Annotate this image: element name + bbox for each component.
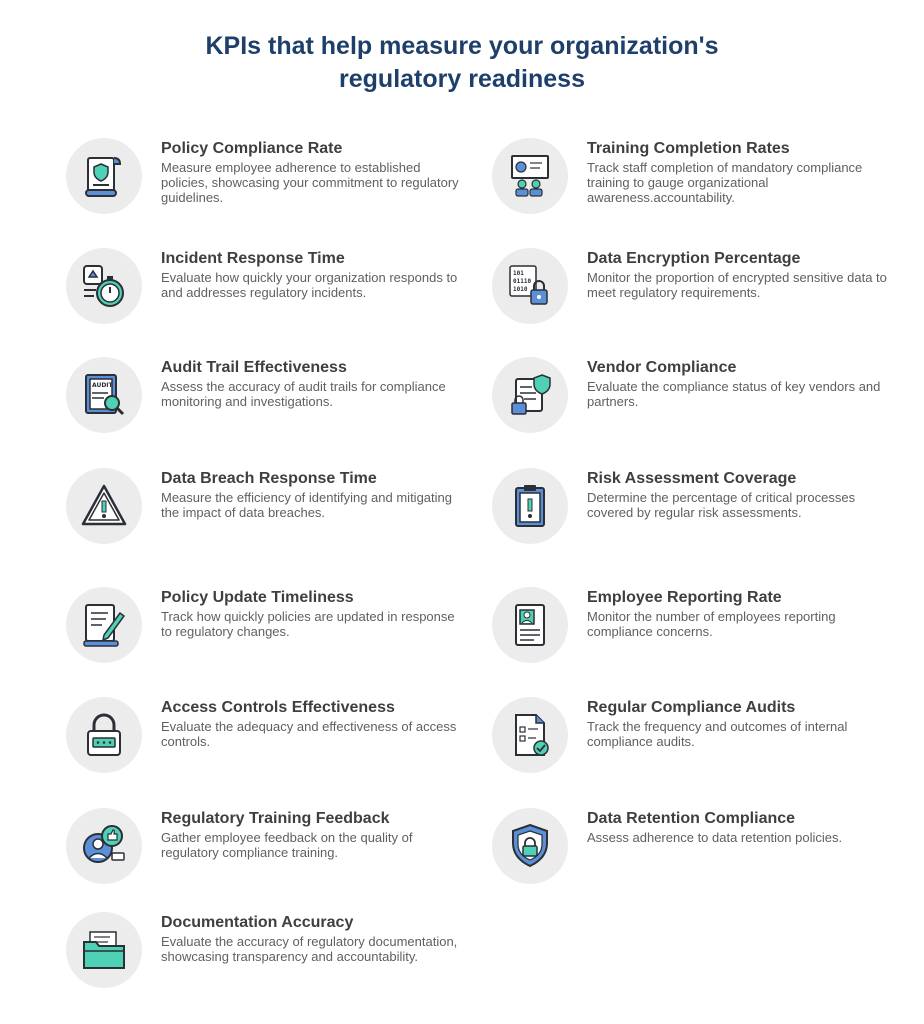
kpi-description: Determine the percentage of critical processes covered by regular risk assessments. — [587, 490, 856, 520]
icon-circle — [492, 468, 568, 544]
kpi-description: Evaluate how quickly your organization responds to and addresses regulatory incidents. — [161, 270, 458, 300]
kpi-regular-compliance-audits — [492, 697, 848, 797]
shield-lock-icon — [504, 820, 556, 872]
vendor-document-shield-icon — [504, 369, 556, 421]
kpi-description: Measure the efficiency of identifying and mitigating the impact of data breaches. — [161, 490, 452, 520]
kpi-title: Policy Update Timeliness — [161, 589, 354, 606]
report-id-icon — [504, 599, 556, 651]
title-line-2: regulatory readiness — [339, 65, 585, 93]
kpi-risk-assessment-coverage — [492, 468, 856, 568]
kpi-description: Track how quickly policies are updated in response to regulatory changes. — [161, 609, 455, 639]
kpi-description: Gather employee feedback on the quality of regulatory compliance training. — [161, 830, 413, 860]
icon-circle — [66, 808, 142, 884]
kpi-description: Evaluate the compliance status of key vendors and partners. — [587, 379, 881, 409]
icon-circle — [492, 138, 568, 214]
kpi-description: Assess adherence to data retention policies. — [587, 830, 843, 845]
kpi-title: Documentation Accuracy — [161, 914, 354, 931]
kpi-employee-reporting-rate — [492, 587, 836, 687]
kpi-title: Training Completion Rates — [587, 140, 790, 157]
kpi-training-completion-rates — [492, 138, 863, 238]
binary-lock-icon — [504, 260, 556, 312]
binary-digits-line-3: 1010 — [513, 286, 528, 293]
icon-circle — [492, 587, 568, 663]
icon-circle — [492, 357, 568, 433]
kpi-audit-trail-effectiveness — [66, 357, 446, 457]
kpi-title: Incident Response Time — [161, 250, 345, 267]
title-line-1: KPIs that help measure your organization's — [205, 32, 719, 60]
page-title — [0, 30, 924, 96]
feedback-thumbs-up-icon — [78, 820, 130, 872]
kpi-title: Regulatory Training Feedback — [161, 810, 390, 827]
icon-circle — [66, 138, 142, 214]
kpi-description: Monitor the number of employees reporting compliance concerns. — [587, 609, 836, 639]
kpi-incident-response-time — [66, 248, 458, 348]
kpi-data-retention-compliance — [492, 808, 843, 908]
policy-scroll-icon — [78, 150, 130, 202]
kpi-description: Track staff completion of mandatory compliance training to gauge organizational awareness.accountability. — [587, 160, 863, 205]
icon-circle — [66, 912, 142, 988]
kpi-title: Policy Compliance Rate — [161, 140, 343, 157]
kpi-documentation-accuracy — [66, 912, 458, 1012]
icon-circle — [492, 697, 568, 773]
icon-circle — [66, 248, 142, 324]
kpi-description: Measure employee adherence to established policies, showcasing your commitment to regulatory guidelines. — [161, 160, 459, 205]
icon-circle — [66, 357, 142, 433]
binary-digits-line-1: 101 — [513, 270, 524, 277]
warning-triangle-icon — [78, 480, 130, 532]
kpi-title: Employee Reporting Rate — [587, 589, 782, 606]
binary-digits-line-2: 01110 — [513, 278, 532, 285]
kpi-description: Track the frequency and outcomes of internal compliance audits. — [587, 719, 848, 749]
kpi-regulatory-training-feedback — [66, 808, 413, 908]
kpi-title: Data Retention Compliance — [587, 810, 796, 827]
padlock-icon — [78, 709, 130, 761]
kpi-vendor-compliance — [492, 357, 881, 457]
kpi-policy-compliance-rate — [66, 138, 459, 238]
kpi-title: Regular Compliance Audits — [587, 699, 796, 716]
kpi-description: Monitor the proportion of encrypted sensitive data to meet regulatory requirements. — [587, 270, 887, 300]
kpi-description: Evaluate the accuracy of regulatory documentation, showcasing transparency and accountability. — [161, 934, 458, 964]
kpi-description: Evaluate the adequacy and effectiveness of access controls. — [161, 719, 457, 749]
kpi-description: Assess the accuracy of audit trails for compliance monitoring and investigations. — [161, 379, 446, 409]
icon-circle — [66, 587, 142, 663]
training-presentation-icon — [504, 150, 556, 202]
kpi-title: Audit Trail Effectiveness — [161, 359, 347, 376]
icon-circle — [66, 697, 142, 773]
kpi-data-encryption-percentage — [492, 248, 887, 348]
kpi-title: Access Controls Effectiveness — [161, 699, 395, 716]
kpi-data-breach-response-time — [66, 468, 452, 568]
stopwatch-icon — [78, 260, 130, 312]
kpi-policy-update-timeliness — [66, 587, 455, 687]
clipboard-alert-icon — [504, 480, 556, 532]
audit-label: AUDIT — [92, 382, 113, 389]
kpi-title: Risk Assessment Coverage — [587, 470, 797, 487]
kpi-title: Data Encryption Percentage — [587, 250, 801, 267]
kpi-access-controls-effectiveness — [66, 697, 457, 797]
icon-circle — [492, 248, 568, 324]
checklist-icon — [504, 709, 556, 761]
audit-clipboard-icon — [78, 369, 130, 421]
kpi-title: Data Breach Response Time — [161, 470, 377, 487]
icon-circle — [66, 468, 142, 544]
document-pen-icon — [78, 599, 130, 651]
icon-circle — [492, 808, 568, 884]
kpi-title: Vendor Compliance — [587, 359, 737, 376]
folder-icon — [78, 924, 130, 976]
